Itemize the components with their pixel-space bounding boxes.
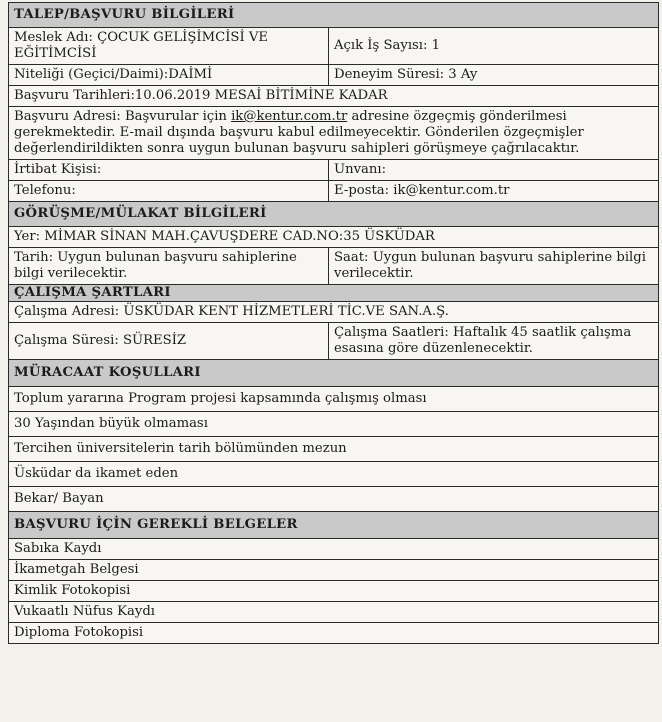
section-header-belgeler: BAŞVURU İÇİN GEREKLİ BELGELER [9,512,659,539]
calisma-adresi: Çalışma Adresi: ÜSKÜDAR KENT HİZMETLERİ TİC.VE SAN.A.Ş. [9,302,659,323]
muracaat-item: Bekar/ Bayan [9,487,659,512]
section-header-gorusme: GÖRÜŞME/MÜLAKAT BİLGİLERİ [9,202,659,227]
muracaat-item: Toplum yararına Program projesi kapsamında çalışmış olması [9,387,659,412]
belge-item: Kimlik Fotokopisi [9,581,659,602]
basvuru-tarihleri: Başvuru Tarihleri:10.06.2019 MESAİ BİTİMİNE KADAR [9,86,659,107]
belge-item: İkametgah Belgesi [9,560,659,581]
irtibat-kisisi: İrtibat Kişisi: [9,160,329,181]
telefonu: Telefonu: [9,181,329,202]
section-header-calisma: ÇALIŞMA ŞARTLARI [9,285,659,302]
basvuru-adresi: Başvuru Adresi: Başvurular için ik@kentur.com.tr adresine özgeçmiş gönderilmesi gerekmektedir. E-mail dışında başvuru kabul edilmeyecektir. Gönderilen özgeçmişler değerlendirildikten sonra uygun bulunan başvuru sahipleri görüşmeye çağrılacaktır. [9,107,659,160]
deneyim-suresi: Deneyim Süresi: 3 Ay [329,65,659,86]
gorusme-saat: Saat: Uygun bulunan başvuru sahiplerine bilgi verilecektir. [329,248,659,285]
section-header-talep: TALEP/BAŞVURU BİLGİLERİ [9,3,659,28]
calisma-suresi: Çalışma Süresi: SÜRESİZ [9,323,329,360]
muracaat-item: 30 Yaşından büyük olmaması [9,412,659,437]
niteligi: Niteliği (Geçici/Daimi):DAİMİ [9,65,329,86]
job-posting-form [8,2,658,644]
unvani: Unvanı: [329,160,659,181]
meslek-adi: Meslek Adı: ÇOCUK GELİŞİMCİSİ VE EĞİTİMCİSİ [9,28,329,65]
acik-is-sayisi: Açık İş Sayısı: 1 [329,28,659,65]
muracaat-item: Tercihen üniversitelerin tarih bölümünden mezun [9,437,659,462]
form-table [8,2,659,644]
email-link[interactable]: ik@kentur.com.tr [231,109,348,124]
calisma-saatleri: Çalışma Saatleri: Haftalık 45 saatlik çalışma esasına göre düzenlenecektir. [329,323,659,360]
gorusme-yer: Yer: MİMAR SİNAN MAH.ÇAVUŞDERE CAD.NO:35 ÜSKÜDAR [9,227,659,248]
gorusme-tarih: Tarih: Uygun bulunan başvuru sahiplerine bilgi verilecektir. [9,248,329,285]
muracaat-item: Üsküdar da ikamet eden [9,462,659,487]
belge-item: Diploma Fotokopisi [9,623,659,644]
belge-item: Sabıka Kaydı [9,539,659,560]
e-posta: E-posta: ik@kentur.com.tr [329,181,659,202]
section-header-muracaat: MÜRACAAT KOŞULLARI [9,360,659,387]
belge-item: Vukaatlı Nüfus Kaydı [9,602,659,623]
